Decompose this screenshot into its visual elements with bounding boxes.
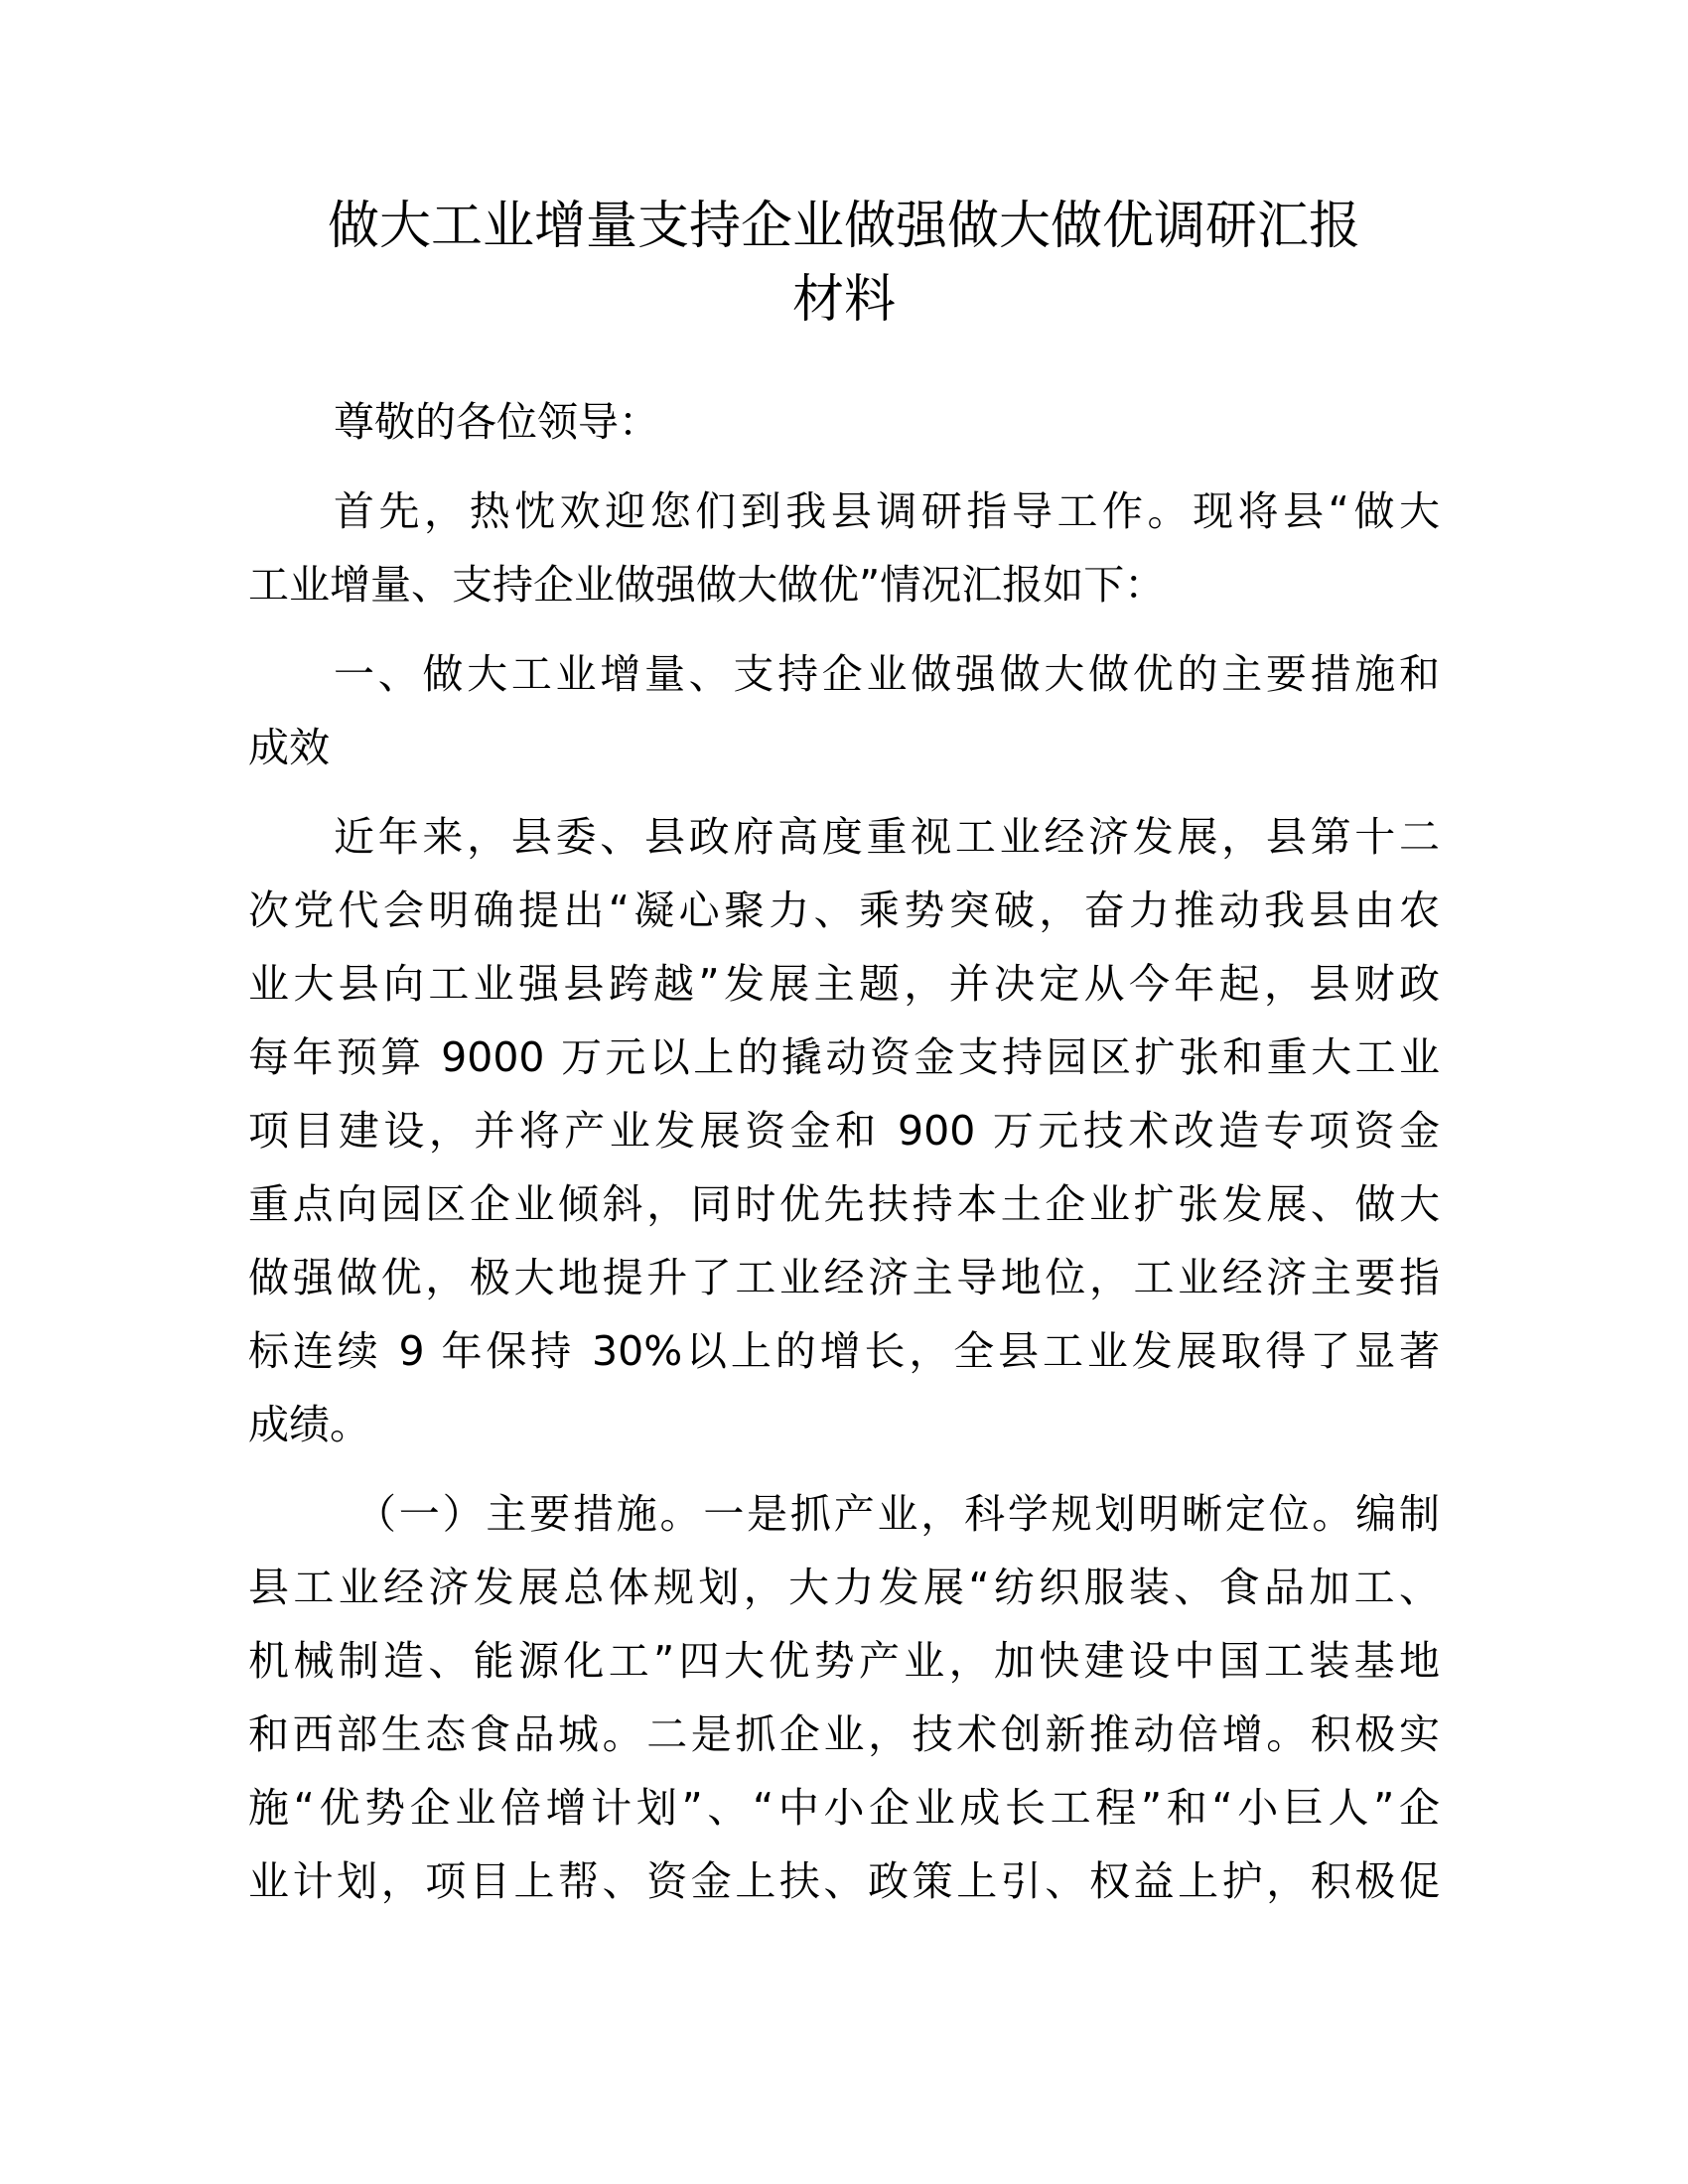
paragraph-overview-line: 做强做优，极大地提升了工业经济主导地位，工业经济主要指: [248, 1254, 1440, 1301]
section-heading-line: 一、做大工业增量、支持企业做强做大做优的主要措施和: [334, 650, 1440, 698]
paragraph-overview-line: 业大县向工业强县跨越”发展主题，并决定从今年起，县财政: [248, 960, 1440, 1008]
paragraph-overview-line: 重点向园区企业倾斜，同时优先扶持本土企业扩张发展、做大: [248, 1180, 1440, 1228]
paragraph-overview-line: 成绩。: [248, 1401, 370, 1448]
paragraph-measures-line: 和西部生态食品城。二是抓企业，技术创新推动倍增。积极实: [248, 1710, 1440, 1758]
paragraph-intro-line: 首先，热忱欢迎您们到我县调研指导工作。现将县“做大: [334, 487, 1440, 535]
paragraph-measures-line: 机械制造、能源化工”四大优势产业，加快建设中国工装基地: [248, 1637, 1440, 1685]
salutation: 尊敬的各位领导：: [334, 398, 659, 446]
paragraph-overview-line: 次党代会明确提出“凝心聚力、乘势突破，奋力推动我县由农: [248, 887, 1440, 934]
section-heading-line: 成效: [248, 724, 330, 771]
paragraph-measures-line: 县工业经济发展总体规划，大力发展“纺织服装、食品加工、: [248, 1564, 1440, 1611]
paragraph-measures-line: 施“优势企业倍增计划”、“中小企业成长工程”和“小巨人”企: [248, 1784, 1440, 1832]
document-title-line-2: 材料: [791, 270, 896, 330]
document-title-line-1: 做大工业增量支持企业做强做大做优调研汇报: [327, 197, 1360, 256]
paragraph-intro-line: 工业增量、支持企业做强做大做优”情况汇报如下：: [248, 561, 1166, 609]
paragraph-overview-line: 每年预算 9000 万元以上的撬动资金支持园区扩张和重大工业: [248, 1033, 1440, 1081]
paragraph-overview-line: 近年来，县委、县政府高度重视工业经济发展，县第十二: [334, 813, 1440, 861]
paragraph-measures-line: （一）主要措施。一是抓产业，科学规划明晰定位。编制: [355, 1490, 1440, 1538]
paragraph-overview-line: 标连续 9 年保持 30%以上的增长，全县工业发展取得了显著: [248, 1327, 1440, 1375]
paragraph-overview-line: 项目建设，并将产业发展资金和 900 万元技术改造专项资金: [248, 1107, 1440, 1155]
paragraph-measures-line: 业计划，项目上帮、资金上扶、政策上引、权益上护，积极促: [248, 1857, 1440, 1905]
